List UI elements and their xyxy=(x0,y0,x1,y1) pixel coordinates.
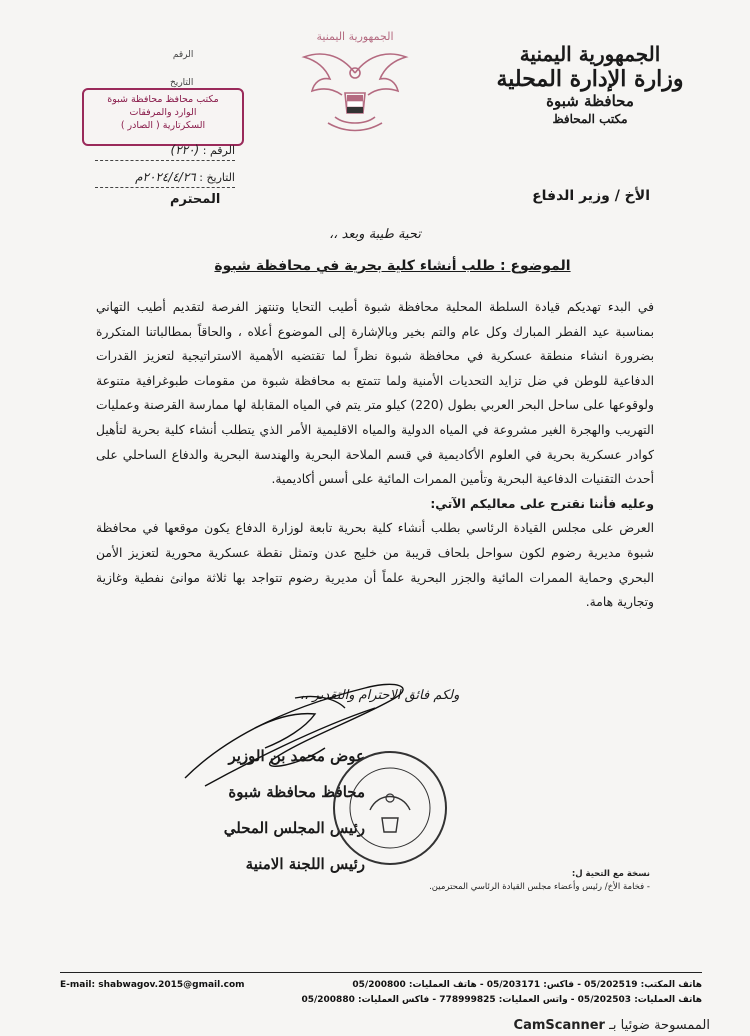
subject-line: الموضوع : طلب أنشاء كلية بحرية في محافظة شبوة xyxy=(214,258,571,274)
footer-contacts-line-1: هاتف المكتب: 05/202519 - فاكس: 05/203171 - هاتف العمليات: 05/200800 xyxy=(352,980,702,990)
footer-divider xyxy=(60,972,702,973)
greeting: تحية طيبة وبعد ،، xyxy=(329,227,421,242)
watermark-prefix: الممسوحة ضوئيا بـ xyxy=(609,1018,710,1033)
ref-fields xyxy=(170,50,193,88)
hand-number-label: الرقم xyxy=(209,144,235,157)
ministry-name: وزارة الإدارة المحلية xyxy=(496,66,684,92)
eagle-emblem xyxy=(300,30,410,137)
cc-label: نسخة مع التحية ل: xyxy=(571,869,650,879)
hand-date: ٢٠٢٤/٤/٢٦م xyxy=(135,170,196,184)
cc-line: - فخامة الأخ/ رئيس وأعضاء مجلس القيادة الرئاسي المحترمين. xyxy=(429,882,650,892)
stamp-line-3: السكرتارية ( الصادر ) xyxy=(120,120,206,131)
footer-contacts-line-2: هاتف العمليات: 05/202503 - واتس العمليات: 778999825 - فاكس العمليات: 05/200880 xyxy=(301,995,702,1005)
signatory-title-1: محافظ محافظة شبوة xyxy=(228,783,365,801)
stamp-line-1: مكتب محافظ محافظة شبوة xyxy=(107,94,219,105)
official-seal-icon xyxy=(330,748,450,868)
watermark-brand: CamScanner xyxy=(513,1018,605,1033)
addressee: الأخ / وزير الدفاع xyxy=(532,188,650,204)
camscanner-watermark xyxy=(514,1018,710,1033)
signature-block xyxy=(115,738,365,882)
stamp-line-2: الوارد والمرفقات xyxy=(129,107,197,118)
signatory-name: عوض محمد بن الوزير xyxy=(228,747,365,765)
ref-number-label: الرقم xyxy=(172,50,194,60)
body-paragraph-2: وعليه فأننا نقترح على معاليكم الآتي: xyxy=(430,496,654,511)
handwritten-ref: الرقم : (٢٢٠) التاريخ : ٢٠٢٤/٤/٢٦م xyxy=(95,140,235,194)
body-paragraph-1: في البدء تهديكم قيادة السلطة المحلية محافظة شبوة أطيب التحايا وتنتهز الفرصة لتقديم أطيب التهاني بمناسبة عيد الفطر المبارك وكل عام والتم بخير وبالإشارة إلى الموضوع أعلاه ، والحاقاً بمطالباتنا المتكررة بضرورة انشاء منطقة عسكرية في محافظة شبوة نظراً لما تقتضيه الأهمية الاستراتيجية لتعزيز القدرات الدفاعية للوطن في ضل تزايد التحديات الأمنية ولما تتمتع به محافظة شبوة من مقومات طبوغرافية متنوعة ولوقوعها على ساحل البحر العربي بطول (220) كيلو متر يتم في المياه المقابلة لها ممارسة القرصنة وعمليات التهريب والهجرة الغير مشروعة في المياه الدولية والمياه الاقليمية الأمر الذي يتطلب أنشاء كلية بحرية لتأهيل كوادر عسكرية بحرية في العلوم الأكاديمية في قسم الملاحة البحرية والهندسة البحرية والدفاع الساحلي على أحدث التقنيات الدفاعية البحرية وتأمين الممرات المائية على أسس أكاديمية. xyxy=(96,300,654,487)
eagle-icon xyxy=(300,43,410,133)
signatory-title-3: رئيس اللجنة الامنية xyxy=(245,855,365,873)
ref-date-label: التاريخ xyxy=(170,78,194,88)
footer-contacts xyxy=(301,978,702,1008)
cc-block xyxy=(320,868,650,894)
body-paragraph-3: العرض على مجلس القيادة الرئاسي بطلب أنشاء كلية بحرية تابعة لوزارة الدفاع يكون موقعها في محافظة شبوة مديرية رضوم لكون سواحل بلحاف قريبة من خليج عدن وتمثل نقطة عسكرية محورية لتعزيز الأمن البحري وحماية الممرات المائية والجزر البحرية علماً أن مديرية رضوم تتواجد بها ثلاثة موانئ نفطية وغازية وتجارية هامة. xyxy=(96,521,654,610)
emblem-ribbon: الجمهورية اليمنية xyxy=(316,30,394,43)
letter-body xyxy=(96,295,654,615)
hand-date-label: التاريخ xyxy=(206,171,235,184)
office-name: مكتب المحافظ xyxy=(552,112,628,126)
letterhead xyxy=(470,42,710,126)
signatory-title-2: رئيس المجلس المحلي xyxy=(223,819,365,837)
closing-line: ولكم فائق الاحترام والتقدير ،، xyxy=(300,688,460,703)
governorate-name: محافظة شبوة xyxy=(546,92,634,110)
hand-number: (٢٢٠) xyxy=(170,143,200,157)
respected-label: المحترم xyxy=(170,192,221,207)
footer-email: E-mail: shabwagov.2015@gmail.com xyxy=(60,980,245,990)
country-name: الجمهورية اليمنية xyxy=(519,42,661,66)
incoming-stamp xyxy=(82,88,244,146)
